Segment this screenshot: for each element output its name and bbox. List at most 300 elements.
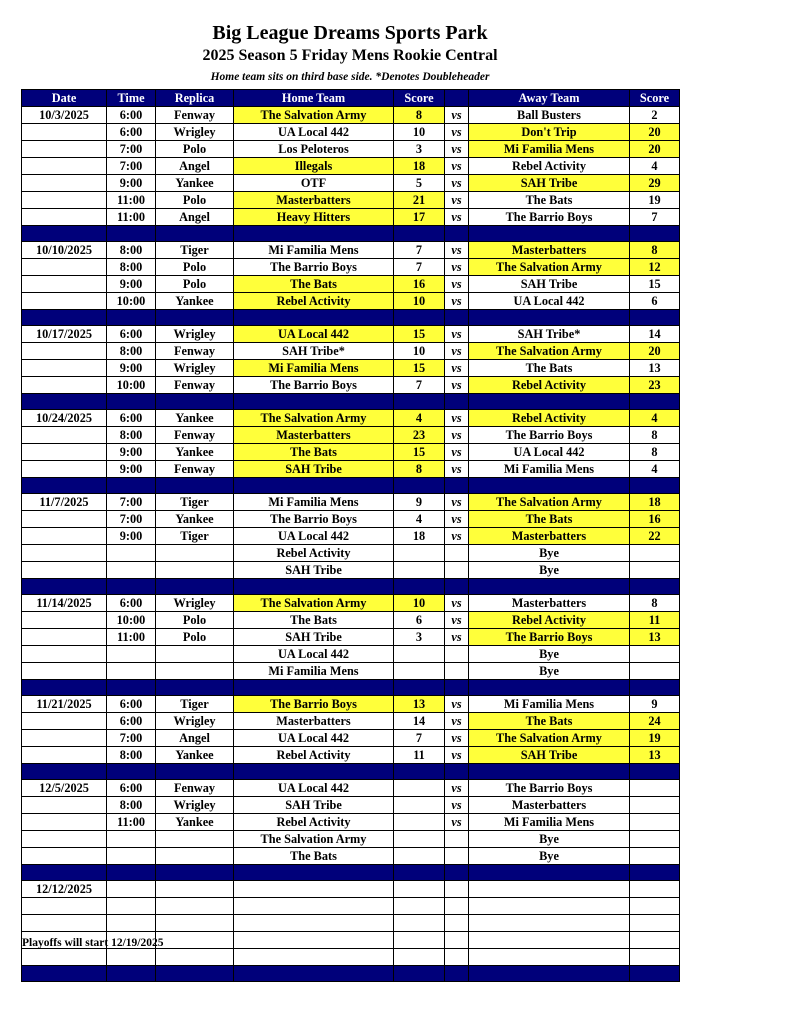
vs-cell: vs [445, 141, 469, 158]
date-cell [22, 797, 107, 814]
vs-cell: vs [445, 293, 469, 310]
table-row [22, 747, 680, 764]
vs-cell: vs [445, 360, 469, 377]
home-score-cell: 11 [394, 747, 445, 764]
vs-cell [445, 949, 469, 966]
separator-cell [22, 680, 107, 696]
vs-cell: vs [445, 259, 469, 276]
away-score-cell [630, 545, 680, 562]
home-team-cell: Heavy Hitters [234, 209, 394, 226]
home-team-cell: UA Local 442 [234, 124, 394, 141]
away-team-cell: The Bats [469, 511, 630, 528]
home-team-cell: UA Local 442 [234, 646, 394, 663]
col-time-header: Time [107, 90, 156, 107]
replica-cell: Yankee [156, 175, 234, 192]
date-cell [22, 444, 107, 461]
time-cell: 11:00 [107, 209, 156, 226]
replica-cell: Polo [156, 276, 234, 293]
separator-cell [107, 310, 156, 326]
home-score-cell: 9 [394, 494, 445, 511]
home-score-cell: 8 [394, 107, 445, 124]
home-score-cell: 3 [394, 629, 445, 646]
table-row [22, 629, 680, 646]
replica-cell [156, 949, 234, 966]
date-cell [22, 814, 107, 831]
vs-cell [445, 898, 469, 915]
away-score-cell [630, 949, 680, 966]
date-cell [22, 192, 107, 209]
separator-cell [630, 865, 680, 881]
home-team-cell: The Barrio Boys [234, 696, 394, 713]
away-score-cell: 19 [630, 730, 680, 747]
replica-cell: Fenway [156, 377, 234, 394]
schedule-note: Home team sits on third base side. *Denotes Doubleheader [210, 71, 490, 83]
replica-cell: Angel [156, 209, 234, 226]
home-team-cell: The Barrio Boys [234, 259, 394, 276]
away-score-cell [630, 848, 680, 865]
table-row [22, 545, 680, 562]
time-cell: 6:00 [107, 696, 156, 713]
date-cell [22, 141, 107, 158]
table-row [22, 898, 680, 915]
home-team-cell: Mi Familia Mens [234, 242, 394, 259]
table-row [22, 242, 680, 259]
away-team-cell: Bye [469, 646, 630, 663]
home-score-cell [394, 780, 445, 797]
separator-cell [630, 680, 680, 696]
page-title: Big League Dreams Sports Park [212, 22, 488, 44]
separator-cell [630, 478, 680, 494]
separator-cell [107, 394, 156, 410]
separator-cell [22, 394, 107, 410]
vs-cell: vs [445, 730, 469, 747]
time-cell: 10:00 [107, 293, 156, 310]
date-cell [22, 848, 107, 865]
vs-cell: vs [445, 612, 469, 629]
away-score-cell: 16 [630, 511, 680, 528]
separator-cell [22, 764, 107, 780]
away-score-cell: 14 [630, 326, 680, 343]
week-separator [22, 680, 680, 696]
home-team-cell: The Salvation Army [234, 107, 394, 124]
home-team-cell: Mi Familia Mens [234, 360, 394, 377]
date-cell [22, 158, 107, 175]
week-separator [22, 865, 680, 881]
replica-cell: Angel [156, 158, 234, 175]
table-row [22, 192, 680, 209]
separator-cell [394, 226, 445, 242]
home-team-cell: UA Local 442 [234, 730, 394, 747]
home-score-cell [394, 831, 445, 848]
time-cell: 7:00 [107, 158, 156, 175]
replica-cell: Yankee [156, 814, 234, 831]
home-team-cell: Rebel Activity [234, 814, 394, 831]
time-cell: 9:00 [107, 528, 156, 545]
table-row [22, 124, 680, 141]
home-score-cell: 8 [394, 461, 445, 478]
home-score-cell [394, 915, 445, 932]
separator-cell [630, 394, 680, 410]
table-row [22, 562, 680, 579]
time-cell: 11:00 [107, 629, 156, 646]
away-score-cell: 20 [630, 141, 680, 158]
away-team-cell: Bye [469, 831, 630, 848]
date-cell [22, 831, 107, 848]
table-row [22, 528, 680, 545]
away-team-cell: The Bats [469, 192, 630, 209]
away-team-cell: The Barrio Boys [469, 427, 630, 444]
separator-cell [469, 478, 630, 494]
table-row [22, 107, 680, 124]
away-score-cell: 19 [630, 192, 680, 209]
replica-cell: Wrigley [156, 326, 234, 343]
separator-cell [394, 865, 445, 881]
replica-cell [156, 848, 234, 865]
date-cell [22, 747, 107, 764]
separator-cell [234, 966, 394, 982]
away-team-cell: Masterbatters [469, 528, 630, 545]
replica-cell [156, 898, 234, 915]
home-score-cell: 10 [394, 343, 445, 360]
away-score-cell: 8 [630, 427, 680, 444]
replica-cell: Wrigley [156, 595, 234, 612]
separator-cell [156, 764, 234, 780]
home-team-cell: Masterbatters [234, 427, 394, 444]
away-score-cell: 8 [630, 595, 680, 612]
home-team-cell: SAH Tribe* [234, 343, 394, 360]
separator-cell [469, 310, 630, 326]
date-cell [22, 461, 107, 478]
away-team-cell: Masterbatters [469, 797, 630, 814]
table-row [22, 293, 680, 310]
away-score-cell: 13 [630, 747, 680, 764]
time-cell: 6:00 [107, 595, 156, 612]
home-score-cell: 6 [394, 612, 445, 629]
date-cell [22, 629, 107, 646]
separator-cell [107, 579, 156, 595]
away-team-cell: Mi Familia Mens [469, 814, 630, 831]
date-cell [22, 663, 107, 680]
week-separator [22, 394, 680, 410]
away-score-cell: 8 [630, 242, 680, 259]
time-cell: 7:00 [107, 494, 156, 511]
away-team-cell: SAH Tribe [469, 276, 630, 293]
time-cell: 11:00 [107, 192, 156, 209]
away-team-cell: The Barrio Boys [469, 780, 630, 797]
separator-cell [156, 966, 234, 982]
vs-cell [445, 848, 469, 865]
col-replica-header: Replica [156, 90, 234, 107]
date-cell [22, 949, 107, 966]
separator-cell [445, 226, 469, 242]
col-home-team-header: Home Team [234, 90, 394, 107]
home-team-cell: The Barrio Boys [234, 377, 394, 394]
vs-cell: vs [445, 511, 469, 528]
time-cell [107, 949, 156, 966]
separator-cell [234, 579, 394, 595]
replica-cell: Fenway [156, 107, 234, 124]
home-score-cell: 15 [394, 360, 445, 377]
away-score-cell: 13 [630, 360, 680, 377]
replica-cell: Angel [156, 730, 234, 747]
away-score-cell [630, 663, 680, 680]
date-cell: 11/7/2025 [22, 494, 107, 511]
date-cell: 10/24/2025 [22, 410, 107, 427]
date-cell: 12/12/2025 [22, 881, 107, 898]
away-team-cell: Mi Familia Mens [469, 461, 630, 478]
home-score-cell [394, 646, 445, 663]
replica-cell: Yankee [156, 444, 234, 461]
vs-cell: vs [445, 343, 469, 360]
vs-cell [445, 915, 469, 932]
time-cell [107, 881, 156, 898]
home-score-cell: 3 [394, 141, 445, 158]
vs-cell: vs [445, 461, 469, 478]
away-team-cell: The Bats [469, 360, 630, 377]
home-score-cell: 16 [394, 276, 445, 293]
away-score-cell [630, 831, 680, 848]
replica-cell [156, 881, 234, 898]
separator-cell [445, 680, 469, 696]
home-score-cell: 18 [394, 528, 445, 545]
table-row [22, 326, 680, 343]
home-team-cell: Rebel Activity [234, 545, 394, 562]
date-cell [22, 276, 107, 293]
separator-cell [156, 680, 234, 696]
separator-cell [394, 966, 445, 982]
replica-cell: Fenway [156, 461, 234, 478]
home-score-cell: 23 [394, 427, 445, 444]
table-row [22, 646, 680, 663]
separator-cell [445, 764, 469, 780]
table-row [22, 780, 680, 797]
separator-cell [234, 478, 394, 494]
home-score-cell [394, 848, 445, 865]
table-row [22, 427, 680, 444]
week-separator [22, 226, 680, 242]
date-cell [22, 562, 107, 579]
separator-cell [469, 764, 630, 780]
away-score-cell [630, 881, 680, 898]
home-team-cell: Mi Familia Mens [234, 663, 394, 680]
home-team-cell: Masterbatters [234, 192, 394, 209]
date-cell [22, 646, 107, 663]
date-cell [22, 528, 107, 545]
vs-cell: vs [445, 158, 469, 175]
away-team-cell: The Salvation Army [469, 343, 630, 360]
home-score-cell: 5 [394, 175, 445, 192]
home-team-cell: OTF [234, 175, 394, 192]
time-cell: 6:00 [107, 107, 156, 124]
home-team-cell: The Salvation Army [234, 595, 394, 612]
replica-cell: Wrigley [156, 797, 234, 814]
away-score-cell: 8 [630, 444, 680, 461]
separator-cell [234, 226, 394, 242]
away-team-cell: The Salvation Army [469, 730, 630, 747]
table-row [22, 494, 680, 511]
away-score-cell: 4 [630, 410, 680, 427]
separator-cell [469, 680, 630, 696]
table-row [22, 410, 680, 427]
home-team-cell: The Salvation Army [234, 410, 394, 427]
separator-cell [22, 579, 107, 595]
separator-cell [22, 478, 107, 494]
time-cell: 9:00 [107, 276, 156, 293]
vs-cell: vs [445, 107, 469, 124]
away-score-cell: 15 [630, 276, 680, 293]
separator-cell [22, 310, 107, 326]
separator-cell [445, 310, 469, 326]
away-team-cell: Masterbatters [469, 242, 630, 259]
away-team-cell: Don't Trip [469, 124, 630, 141]
home-team-cell [234, 881, 394, 898]
separator-cell [630, 764, 680, 780]
time-cell: 11:00 [107, 814, 156, 831]
date-cell [22, 511, 107, 528]
replica-cell: Fenway [156, 780, 234, 797]
replica-cell: Yankee [156, 511, 234, 528]
away-team-cell [469, 898, 630, 915]
away-score-cell [630, 814, 680, 831]
replica-cell: Wrigley [156, 360, 234, 377]
time-cell [107, 831, 156, 848]
away-team-cell: Rebel Activity [469, 158, 630, 175]
vs-cell: vs [445, 629, 469, 646]
replica-cell: Fenway [156, 427, 234, 444]
vs-cell: vs [445, 713, 469, 730]
date-cell: 11/14/2025 [22, 595, 107, 612]
vs-cell: vs [445, 427, 469, 444]
separator-cell [445, 966, 469, 982]
vs-cell: vs [445, 377, 469, 394]
table-row [22, 158, 680, 175]
date-cell: 12/5/2025 [22, 780, 107, 797]
away-team-cell: Bye [469, 663, 630, 680]
vs-cell: vs [445, 797, 469, 814]
time-cell: 8:00 [107, 427, 156, 444]
date-cell [22, 545, 107, 562]
away-team-cell: Mi Familia Mens [469, 141, 630, 158]
home-score-cell: 15 [394, 444, 445, 461]
home-score-cell [394, 881, 445, 898]
week-separator [22, 764, 680, 780]
time-cell: 7:00 [107, 141, 156, 158]
vs-cell: vs [445, 494, 469, 511]
table-row [22, 814, 680, 831]
time-cell [107, 898, 156, 915]
replica-cell [156, 663, 234, 680]
time-cell: 9:00 [107, 444, 156, 461]
home-score-cell: 18 [394, 158, 445, 175]
vs-cell: vs [445, 410, 469, 427]
away-score-cell: 7 [630, 209, 680, 226]
time-cell: 9:00 [107, 175, 156, 192]
replica-cell: Yankee [156, 410, 234, 427]
separator-cell [156, 478, 234, 494]
col-home-score-header: Score [394, 90, 445, 107]
vs-cell: vs [445, 326, 469, 343]
away-team-cell: The Barrio Boys [469, 629, 630, 646]
table-row [22, 949, 680, 966]
separator-cell [394, 394, 445, 410]
table-row [22, 511, 680, 528]
home-score-cell: 10 [394, 595, 445, 612]
home-team-cell: The Bats [234, 612, 394, 629]
col-vs-header [445, 90, 469, 107]
date-cell [22, 175, 107, 192]
table-row [22, 175, 680, 192]
home-team-cell: The Bats [234, 444, 394, 461]
away-team-cell: Rebel Activity [469, 410, 630, 427]
away-score-cell: 20 [630, 124, 680, 141]
home-score-cell [394, 932, 445, 949]
separator-cell [156, 226, 234, 242]
home-score-cell [394, 545, 445, 562]
time-cell [107, 848, 156, 865]
home-score-cell: 7 [394, 259, 445, 276]
separator-cell [394, 764, 445, 780]
replica-cell: Tiger [156, 242, 234, 259]
table-row [22, 831, 680, 848]
away-score-cell: 11 [630, 612, 680, 629]
replica-cell: Wrigley [156, 124, 234, 141]
away-score-cell: 2 [630, 107, 680, 124]
date-cell [22, 124, 107, 141]
table-row [22, 209, 680, 226]
replica-cell: Polo [156, 612, 234, 629]
home-team-cell: UA Local 442 [234, 528, 394, 545]
home-team-cell: SAH Tribe [234, 797, 394, 814]
table-row [22, 612, 680, 629]
vs-cell: vs [445, 595, 469, 612]
time-cell [107, 545, 156, 562]
away-team-cell [469, 932, 630, 949]
separator-cell [234, 764, 394, 780]
replica-cell: Polo [156, 192, 234, 209]
home-score-cell [394, 814, 445, 831]
vs-cell [445, 545, 469, 562]
date-cell [22, 377, 107, 394]
separator-cell [469, 579, 630, 595]
table-row [22, 881, 680, 898]
home-team-cell: UA Local 442 [234, 326, 394, 343]
home-score-cell: 14 [394, 713, 445, 730]
separator-cell [630, 226, 680, 242]
replica-cell: Tiger [156, 494, 234, 511]
away-score-cell [630, 797, 680, 814]
replica-cell [156, 915, 234, 932]
vs-cell [445, 831, 469, 848]
replica-cell: Yankee [156, 747, 234, 764]
separator-cell [234, 680, 394, 696]
away-team-cell [469, 915, 630, 932]
vs-cell [445, 663, 469, 680]
separator-cell [234, 865, 394, 881]
away-score-cell: 29 [630, 175, 680, 192]
separator-cell [156, 579, 234, 595]
time-cell: 6:00 [107, 124, 156, 141]
away-team-cell: Ball Busters [469, 107, 630, 124]
away-team-cell: Masterbatters [469, 595, 630, 612]
table-row [22, 797, 680, 814]
away-score-cell: 22 [630, 528, 680, 545]
home-score-cell: 17 [394, 209, 445, 226]
home-team-cell [234, 949, 394, 966]
separator-cell [630, 579, 680, 595]
home-score-cell: 7 [394, 730, 445, 747]
time-cell: 9:00 [107, 461, 156, 478]
time-cell: 10:00 [107, 612, 156, 629]
